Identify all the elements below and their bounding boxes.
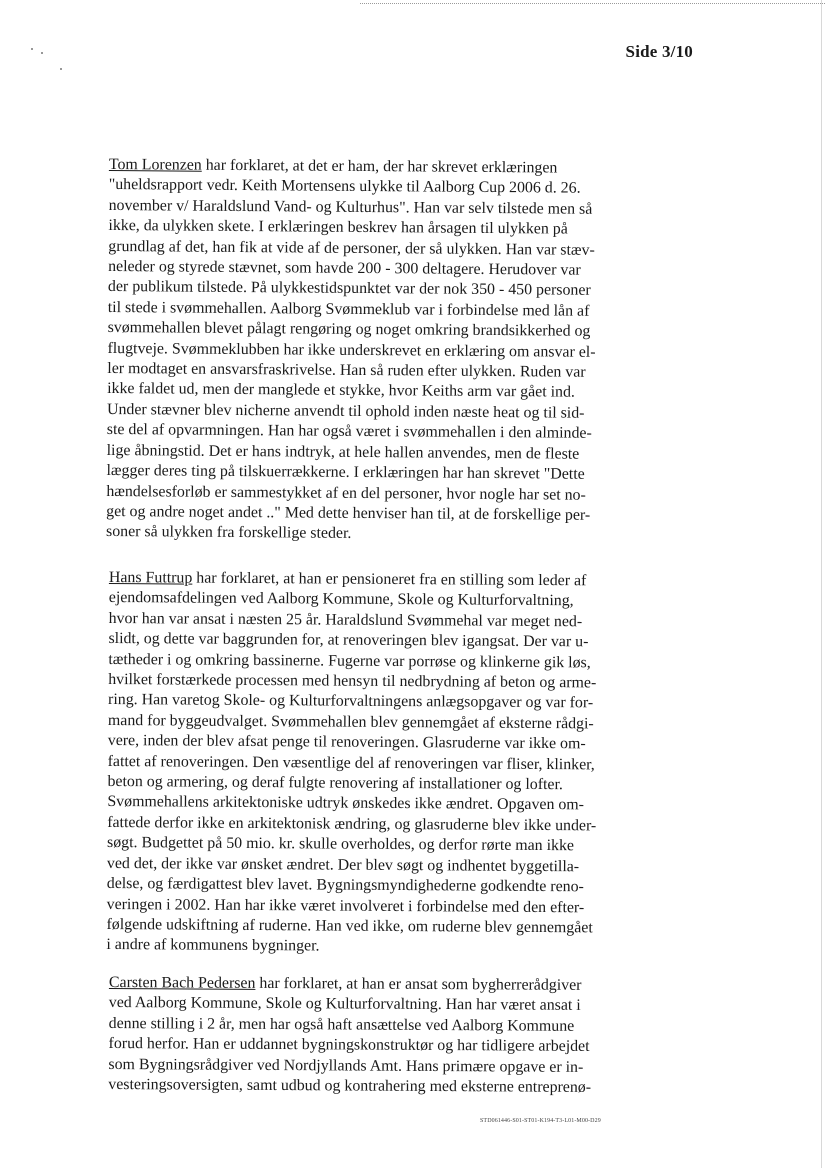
text-line: i andre af kommunens bygninger.: [106, 936, 320, 955]
text-line: flugtveje. Svømmeklubben har ikke underskrevet en erklæring om ansvar el-: [107, 339, 596, 361]
text-line: hændelsesforløb er sammestykket af en del personer, hvor nogle har set no-: [106, 482, 586, 504]
scan-edge-right: [821, 0, 822, 1168]
text-line: denne stilling i 2 år, men har også haft ansættelse ved Aalborg Kommune: [108, 1014, 575, 1035]
text-line: hvilket forstærkede processen med hensyn til nedbrydning af beton og arme-: [108, 671, 597, 692]
text-line: Svømmehallens arkitektoniske udtryk ønskedes ikke ændret. Opgaven om-: [107, 793, 585, 814]
text-line: tætheder i og omkring bassinerne. Fugerne var porrøse og klinkerne gik løs,: [108, 650, 591, 671]
text-line: følgende udskiftning af ruderne. Han ved ikke, om ruderne blev gennemgået: [106, 915, 593, 937]
text-line: ring. Han varetog Skole- og Kulturforvaltningens anlægsopgaver og var for-: [108, 691, 594, 712]
text-line: forud herfor. Han er uddannet bygningskonstruktør og har tidligere arbejdet: [108, 1035, 590, 1056]
text-line: "uheldsrapport vedr. Keith Mortensens ulykke til Aalborg Cup 2006 d. 26.: [108, 176, 581, 198]
text-line: vesteringsoversigten, samt udbud og kontrahering med eksterne entreprenø-: [108, 1076, 592, 1096]
text-line: til stede i svømmehallen. Aalborg Svømmeklub var i forbindelse med lån af: [107, 298, 590, 320]
witness-name: Carsten Bach Pedersen: [108, 974, 256, 992]
text-line: ved Aalborg Kommune, Skole og Kulturforvaltning. Han har været ansat i: [108, 994, 581, 1015]
text-line: ejendomsafdelingen ved Aalborg Kommune, Skole og Kulturforvaltning,: [108, 589, 574, 610]
scan-edge-top: [360, 3, 825, 4]
text-line: lægger deres ting på tilskuerrækkerne. I erklæringen har han skrevet "Dette: [106, 462, 585, 483]
text-line: fattet af renoveringen. Den væsentlige del af renoveringen var fliser, klinker,: [107, 752, 595, 774]
witness-name: Hans Futtrup: [108, 569, 193, 587]
testimony-paragraph: [108, 973, 623, 1099]
text-line: veringen i 2002. Han har ikke været involveret i forbindelse med den efter-: [106, 895, 585, 916]
text-line: get og andre noget andet .." Med dette henviser han til, at de forskellige per-: [106, 502, 591, 524]
text-line: har forklaret, at det er ham, der har skrevet erklæringen: [201, 156, 558, 177]
text-line: ler modtaget en ansvarsfraskrivelse. Han så ruden efter ulykken. Ruden var: [107, 360, 586, 381]
text-line: ikke, da ulykken skete. I erklæringen beskrev han årsagen til ulykken på: [108, 217, 568, 238]
text-line: vere, inden der blev afsat penge til renoveringen. Glasruderne var ikke om-: [107, 732, 586, 753]
text-line: delse, og færdigattest blev lavet. Bygningsmyndighederne godkendte reno-: [106, 875, 584, 896]
page-number: Side 3/10: [625, 42, 693, 61]
text-line: hvor han var ansat i næsten 25 år. Haraldslund Svømmehal var meget ned-: [108, 609, 583, 631]
text-line: soner så ulykken fra forskellige steder.: [105, 523, 352, 543]
text-line: lige åbningstid. Det er hans indtryk, at hele hallen anvendes, men de fleste: [106, 441, 580, 463]
text-line: har forklaret, at han er pensioneret fra en stilling som leder af: [192, 569, 587, 590]
text-line: har forklaret, at han er ansat som bygherrerådgiver: [255, 974, 582, 994]
text-line: grundlag af det, han fik at vide af de personer, der så ulykken. Han var stæv-: [108, 237, 595, 259]
text-line: mand for byggeudvalget. Svømmehallen blev gennemgået af eksterne rådgi-: [107, 711, 594, 733]
scan-speck: [31, 48, 33, 50]
text-line: som Bygningsrådgiver ved Nordjyllands Amt. Hans primære opgave er in-: [108, 1055, 584, 1076]
text-line: beton og armering, og deraf fulgte renovering af installationer og lofter.: [107, 773, 563, 794]
scan-speck: [41, 52, 43, 54]
text-line: ikke faldet ud, men der manglede et stykke, hvor Keiths arm var gået ind.: [107, 380, 575, 402]
testimony-paragraph: [106, 155, 623, 547]
text-line: neleder og styrede stævnet, som havde 200 - 300 deltagere. Herudover var: [108, 258, 581, 279]
testimony-paragraph: [106, 568, 623, 959]
text-line: slidt, og dette var baggrunden for, at renoveringen blev igangsat. Der var u-: [108, 630, 589, 651]
text-line: der publikum tilstede. På ulykkestidspunktet var der nok 350 - 450 personer: [107, 278, 591, 300]
text-line: fattede derfor ikke en arkitektonisk ændring, og glasruderne blev ikke under-: [107, 813, 597, 835]
text-line: ste del af opvarmningen. Han har også været i svømmehallen i den alminde-: [106, 421, 592, 443]
document-reference-code: STD061446-S01-ST01-K194-T3-L01-M00-D29: [480, 1118, 601, 1124]
text-line: Under stævner blev nicherne anvendt til ophold inden næste heat og til sid-: [106, 400, 585, 422]
text-line: november v/ Haraldslund Vand- og Kulturhus". Han var selv tilstede men så: [108, 196, 593, 218]
text-line: ved det, der ikke var ønsket ændret. Der blev søgt og indhentet byggetilla-: [106, 854, 580, 875]
scan-speck: [60, 68, 62, 70]
text-line: svømmehallen blevet pålagt rengøring og noget omkring brandsikkerhed og: [107, 319, 591, 341]
text-line: søgt. Budgettet på 50 mio. kr. skulle overholdes, og derfor rørte man ikke: [107, 834, 575, 855]
witness-name: Tom Lorenzen: [108, 155, 202, 174]
